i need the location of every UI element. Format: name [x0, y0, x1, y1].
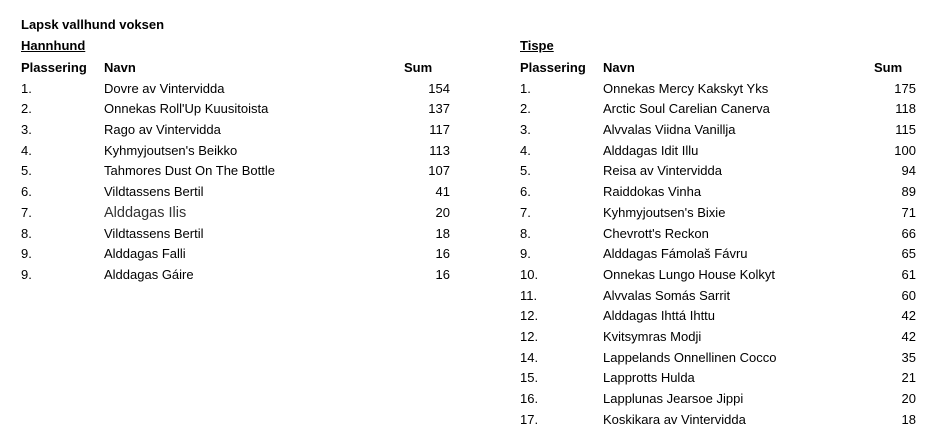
- name-cell: Vildtassens Bertil: [104, 184, 204, 200]
- column-header-place: Plassering: [21, 60, 87, 75]
- name-cell: Lapprotts Hulda: [603, 370, 695, 386]
- table-row: [520, 327, 916, 348]
- sum-cell: 89: [901, 184, 916, 200]
- sum-cell: 60: [901, 287, 916, 303]
- place-cell: 1.: [21, 80, 32, 96]
- sum-cell: 115: [895, 122, 916, 138]
- place-cell: 14.: [520, 349, 539, 365]
- place-cell: 9.: [21, 266, 32, 282]
- name-cell: Raiddokas Vinha: [603, 184, 702, 200]
- table-row: [520, 368, 916, 389]
- sum-cell: 42: [901, 328, 916, 344]
- name-cell: Alddagas Ilis: [104, 204, 187, 221]
- table-row: [520, 265, 916, 286]
- column-header-name: Navn: [104, 60, 136, 75]
- table-row: [520, 141, 916, 162]
- sum-cell: 100: [894, 142, 916, 158]
- name-cell: Tahmores Dust On The Bottle: [104, 163, 276, 179]
- males-section-title: Hannhund: [21, 38, 86, 53]
- name-cell: Lapplunas Jearsoe Jippi: [603, 391, 744, 406]
- sum-cell: 18: [901, 411, 916, 427]
- name-cell: Vildtassens Bertil: [104, 225, 204, 241]
- name-cell: Lappelands Onnellinen Cocco: [603, 349, 777, 365]
- table-row: [21, 224, 450, 245]
- sum-cell: 117: [429, 122, 450, 138]
- sum-cell: 154: [428, 80, 450, 96]
- column-header-name: Navn: [603, 60, 635, 75]
- place-cell: 10.: [520, 266, 539, 282]
- table-row: [520, 286, 916, 307]
- place-cell: 3.: [520, 122, 531, 138]
- name-cell: Alddagas Gáire: [104, 266, 194, 282]
- place-cell: 3.: [21, 122, 32, 138]
- table-row: [520, 224, 916, 245]
- name-cell: Alvvalas Viidna Vanillja: [603, 122, 736, 138]
- sum-cell: 35: [901, 349, 916, 365]
- name-cell: Dovre av Vintervidda: [104, 80, 225, 96]
- place-cell: 7.: [21, 204, 32, 220]
- name-cell: Alddagas Fámolaš Fávru: [603, 246, 748, 262]
- place-cell: 8.: [21, 225, 32, 241]
- name-cell: Alvvalas Somás Sarrit: [603, 287, 731, 303]
- sum-cell: 137: [428, 101, 450, 117]
- name-cell: Onnekas Roll'Up Kuusitoista: [104, 101, 269, 117]
- sum-cell: 94: [901, 163, 916, 179]
- sum-cell: 65: [901, 246, 916, 262]
- place-cell: 9.: [21, 246, 32, 262]
- sum-cell: 20: [435, 204, 450, 220]
- name-cell: Chevrott's Reckon: [603, 225, 709, 241]
- table-row: [520, 410, 916, 431]
- place-cell: 2.: [520, 101, 531, 117]
- sum-cell: 20: [901, 391, 916, 406]
- table-row: [21, 120, 450, 141]
- table-row: [520, 99, 916, 120]
- sum-cell: 42: [901, 308, 916, 324]
- name-cell: Kyhmyjoutsen's Beikko: [104, 142, 238, 158]
- place-cell: 12.: [520, 308, 539, 324]
- name-cell: Koskikara av Vintervidda: [603, 411, 746, 427]
- place-cell: 4.: [520, 142, 531, 158]
- table-row: [21, 203, 450, 224]
- name-cell: Onnekas Lungo House Kolkyt: [603, 266, 775, 282]
- males-section: [21, 37, 450, 286]
- table-row: [520, 161, 916, 182]
- sum-cell: 107: [428, 163, 450, 179]
- table-row: [21, 182, 450, 203]
- table-row: [21, 99, 450, 120]
- place-cell: 12.: [520, 328, 539, 344]
- place-cell: 5.: [21, 163, 32, 179]
- table-row: [520, 120, 916, 141]
- place-cell: 2.: [21, 101, 32, 117]
- sum-cell: 16: [435, 246, 450, 262]
- name-cell: Rago av Vintervidda: [104, 122, 221, 138]
- table-row: [520, 182, 916, 203]
- name-cell: Kyhmyjoutsen's Bixie: [603, 204, 726, 220]
- place-cell: 6.: [520, 184, 531, 200]
- table-row: [520, 389, 916, 410]
- sum-cell: 175: [894, 80, 916, 96]
- table-row: [520, 306, 916, 327]
- column-header-sum: Sum: [874, 60, 903, 75]
- sum-cell: 61: [901, 266, 916, 282]
- females-section-title: Tispe: [520, 38, 554, 53]
- table-row: [21, 141, 450, 162]
- place-cell: 8.: [520, 225, 531, 241]
- females-header-row: [520, 58, 903, 79]
- table-row: [21, 79, 450, 100]
- name-cell: Reisa av Vintervidda: [603, 163, 722, 179]
- males-header-row: [21, 58, 433, 79]
- name-cell: Alddagas Idit Illu: [603, 142, 699, 158]
- sum-cell: 113: [429, 142, 450, 158]
- name-cell: Arctic Soul Carelian Canerva: [603, 101, 770, 117]
- name-cell: Alddagas Ihttá Ihttu: [603, 308, 716, 324]
- table-row: [520, 79, 916, 100]
- place-cell: 15.: [520, 370, 539, 386]
- place-cell: 16.: [520, 391, 539, 406]
- place-cell: 7.: [520, 204, 531, 220]
- place-cell: 1.: [520, 80, 531, 96]
- table-row: [520, 203, 916, 224]
- table-row: [520, 244, 916, 265]
- females-section: [520, 37, 916, 430]
- place-cell: 6.: [21, 184, 32, 200]
- place-cell: 11.: [520, 287, 538, 303]
- sum-cell: 66: [901, 225, 916, 241]
- page-title: Lapsk vallhund voksen: [21, 17, 165, 32]
- place-cell: 5.: [520, 163, 531, 179]
- column-header-place: Plassering: [520, 60, 586, 75]
- sum-cell: 118: [895, 101, 916, 117]
- sum-cell: 16: [435, 266, 450, 282]
- table-row: [21, 244, 450, 265]
- table-row: [520, 348, 916, 369]
- sum-cell: 41: [435, 184, 450, 200]
- place-cell: 17.: [520, 411, 539, 427]
- column-header-sum: Sum: [404, 60, 433, 75]
- table-row: [21, 161, 450, 182]
- place-cell: 4.: [21, 142, 32, 158]
- name-cell: Onnekas Mercy Kakskyt Yks: [603, 80, 769, 96]
- place-cell: 9.: [520, 246, 531, 262]
- table-row: [21, 265, 450, 286]
- sum-cell: 71: [901, 204, 916, 220]
- sum-cell: 18: [435, 225, 450, 241]
- sum-cell: 21: [901, 370, 916, 386]
- name-cell: Kvitsymras Modji: [603, 328, 702, 344]
- name-cell: Alddagas Falli: [104, 246, 186, 262]
